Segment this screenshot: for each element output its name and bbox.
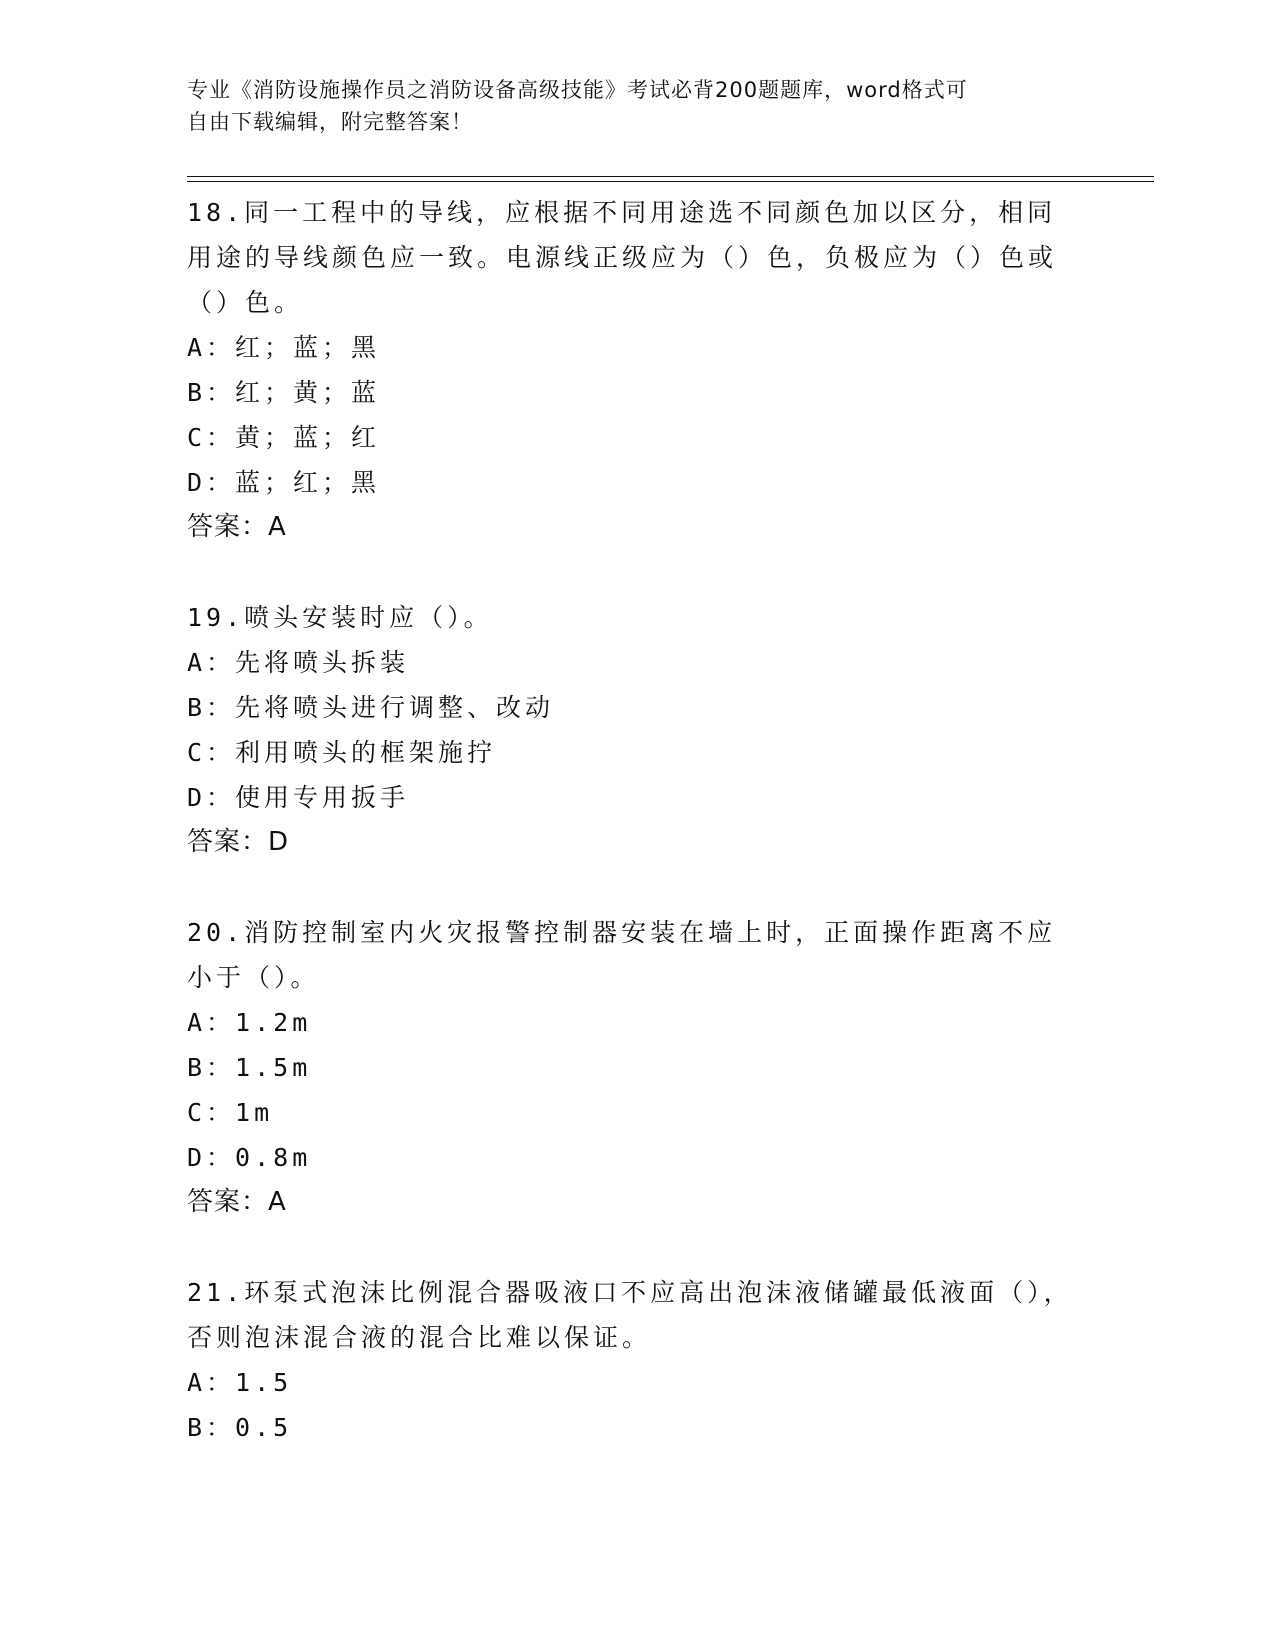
header-title-line-2: 自由下载编辑，附完整答案！	[187, 110, 473, 134]
question-stem: 21.环泵式泡沫比例混合器吸液口不应高出泡沫液储罐最低液面（），否则泡沫混合液的混合比难以保证。	[187, 1278, 1073, 1352]
option-c: C：1m	[187, 1098, 274, 1127]
option-a: A：1.5	[187, 1368, 293, 1397]
question-21	[187, 1270, 1087, 1450]
option-c: C：利用喷头的框架施拧	[187, 738, 497, 767]
option-d: D：使用专用扳手	[187, 783, 410, 812]
option-b: B：先将喷头进行调整、改动	[187, 693, 555, 722]
option-b: B：红；黄；蓝	[187, 378, 381, 407]
question-stem: 20.消防控制室内火灾报警控制器安装在墙上时，正面操作距离不应小于（）。	[187, 918, 1057, 992]
option-b: B：0.5	[187, 1413, 293, 1442]
option-d: D：蓝；红；黑	[187, 468, 381, 497]
header-title-line-1: 专业《消防设施操作员之消防设备高级技能》考试必背200题题库，word格式可	[187, 78, 968, 102]
option-c: C：黄；蓝；红	[187, 423, 381, 452]
option-a: A：先将喷头拆装	[187, 648, 410, 677]
question-20	[187, 910, 1087, 1225]
question-19	[187, 595, 1087, 865]
question-stem: 18.同一工程中的导线，应根据不同用途选不同颜色加以区分，相同用途的导线颜色应一致。电源线正级应为（）色，负极应为（）色或（）色。	[187, 198, 1058, 317]
option-a: A：红；蓝；黑	[187, 333, 381, 362]
question-list	[187, 190, 1087, 1495]
option-b: B：1.5m	[187, 1053, 312, 1082]
question-18	[187, 190, 1087, 550]
header-divider-bottom	[187, 181, 1154, 182]
answer-label: 答案：A	[187, 512, 287, 542]
answer-label: 答案：D	[187, 827, 290, 857]
header-divider-top	[187, 176, 1154, 177]
option-d: D：0.8m	[187, 1143, 312, 1172]
document-header	[187, 74, 1067, 138]
option-a: A：1.2m	[187, 1008, 312, 1037]
question-stem: 19.喷头安装时应（）。	[187, 603, 493, 632]
answer-label: 答案：A	[187, 1187, 287, 1217]
